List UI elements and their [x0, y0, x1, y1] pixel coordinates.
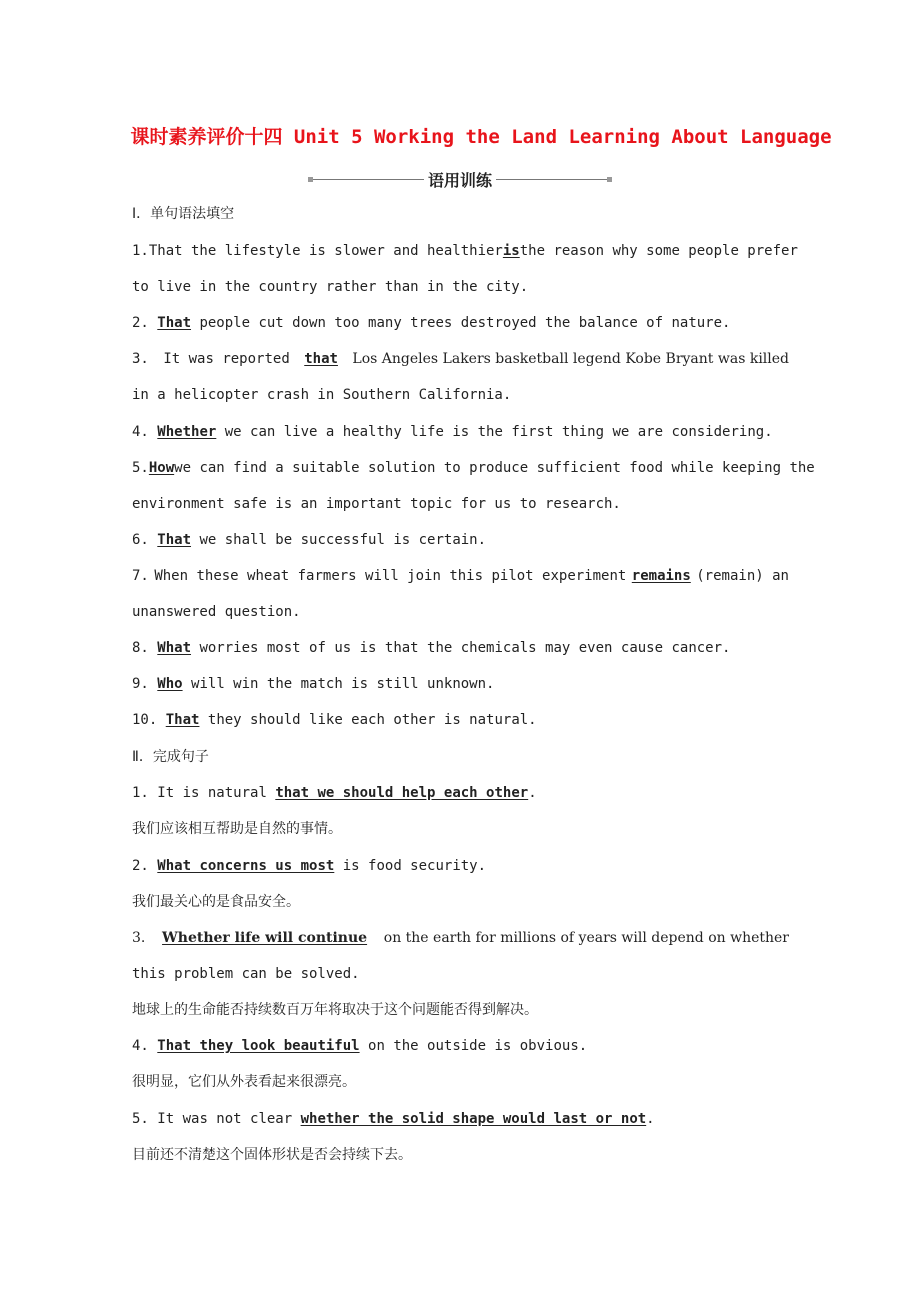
part1-item-1 [132, 241, 798, 261]
part2-item-3 [132, 928, 789, 948]
item-text: It was not clear [157, 1111, 293, 1127]
page-title [0, 122, 920, 149]
part1-item-7-cont: unanswered question. [132, 604, 301, 620]
item-number: 8. [132, 640, 149, 656]
part1-item-9 [132, 674, 494, 694]
answer: remains [631, 568, 691, 584]
banner-line-right [496, 179, 612, 180]
part1-item-7 [132, 566, 789, 586]
part2-item-1 [132, 783, 537, 803]
item-text: It is natural [157, 785, 267, 801]
item-text: (remain) an [696, 568, 789, 584]
answer: that we should help each other [275, 785, 529, 801]
part1-item-5 [132, 458, 815, 478]
section-banner [308, 167, 612, 191]
item-number: 9. [132, 676, 149, 692]
title-chinese: 课时素养评价十四 [130, 126, 283, 148]
item-text: the reason why some people prefer [519, 243, 798, 259]
item-text: That the lifestyle is slower and healthier [148, 243, 503, 259]
part1-item-5-cont: environment safe is an important topic for us to research. [132, 496, 621, 512]
answer: That they look beautiful [157, 1038, 360, 1054]
part1-item-3 [132, 349, 789, 369]
answer: whether the solid shape would last or not [300, 1111, 647, 1127]
banner-line-left [308, 179, 424, 180]
item-text: on the earth for millions of years will depend on whether [383, 930, 789, 946]
item-text: people cut down too many trees destroyed the balance of nature. [199, 315, 731, 331]
item-text: When these wheat farmers will join this pilot experiment [154, 568, 627, 584]
answer: What [157, 640, 192, 656]
item-number: 3. [132, 930, 146, 946]
item-number: 2. [132, 315, 149, 331]
item-text: . [646, 1111, 655, 1127]
item-text: we shall be successful is certain. [199, 532, 487, 548]
item-number: 4. [132, 1038, 149, 1054]
part1-heading: Ⅰ．单句语法填空 [132, 206, 235, 222]
answer: What concerns us most [157, 858, 335, 874]
banner-title: 语用训练 [428, 170, 493, 190]
item-number: 10. [132, 712, 158, 728]
answer: Who [157, 676, 183, 692]
part2-item-3-cont: this problem can be solved. [132, 966, 360, 982]
item-number: 5. [132, 460, 149, 476]
title-english: Unit 5 Working the Land Learning About Language [293, 126, 832, 148]
item-number: 7. [132, 568, 149, 584]
part1-item-2 [132, 313, 730, 333]
item-text: they should like each other is natural. [207, 712, 537, 728]
item-text: on the outside is obvious. [368, 1038, 588, 1054]
item-text: worries most of us is that the chemicals may even cause cancer. [199, 640, 731, 656]
part1-item-6 [132, 530, 486, 550]
part2-item-5-translation: 目前还不清楚这个固体形状是否会持续下去。 [132, 1147, 412, 1163]
part1-item-10 [132, 710, 537, 730]
part2-item-3-translation: 地球上的生命能否持续数百万年将取决于这个问题能否得到解决。 [132, 1002, 538, 1018]
item-number: 5. [132, 1111, 149, 1127]
part1-item-1-cont: to live in the country rather than in the city. [132, 279, 529, 295]
item-text: will win the match is still unknown. [191, 676, 495, 692]
answer: That [165, 712, 200, 728]
item-number: 6. [132, 532, 149, 548]
item-text: . [528, 785, 537, 801]
item-number: 4. [132, 424, 149, 440]
part1-item-4 [132, 422, 773, 442]
item-text: Los Angeles Lakers basketball legend Kobe Bryant was killed [352, 351, 789, 367]
part2-item-2 [132, 856, 486, 876]
part2-item-5 [132, 1109, 655, 1129]
item-text: we can live a healthy life is the first thing we are considering. [224, 424, 773, 440]
part1-item-8 [132, 638, 730, 658]
answer: Whether [157, 424, 217, 440]
item-text: It was reported [163, 351, 290, 367]
item-number: 1. [132, 243, 149, 259]
part2-heading: Ⅱ．完成句子 [132, 749, 209, 765]
part2-item-4 [132, 1036, 587, 1056]
part2-item-2-translation: 我们最关心的是食品安全。 [132, 894, 300, 910]
item-number: 2. [132, 858, 149, 874]
part2-item-1-translation: 我们应该相互帮助是自然的事情。 [132, 821, 342, 837]
part2-item-4-translation: 很明显，它们从外表看起来很漂亮。 [132, 1074, 356, 1090]
answer: That [157, 532, 192, 548]
item-text: we can find a suitable solution to produce sufficient food while keeping the [174, 460, 815, 476]
item-text: is food security. [342, 858, 487, 874]
answer: that [304, 351, 338, 367]
answer: is [502, 243, 520, 259]
item-number: 3. [132, 351, 149, 367]
answer: Whether life will continue [162, 930, 368, 946]
item-number: 1. [132, 785, 149, 801]
part1-item-3-cont: in a helicopter crash in Southern California. [132, 387, 512, 403]
answer: How [148, 460, 175, 476]
answer: That [157, 315, 192, 331]
